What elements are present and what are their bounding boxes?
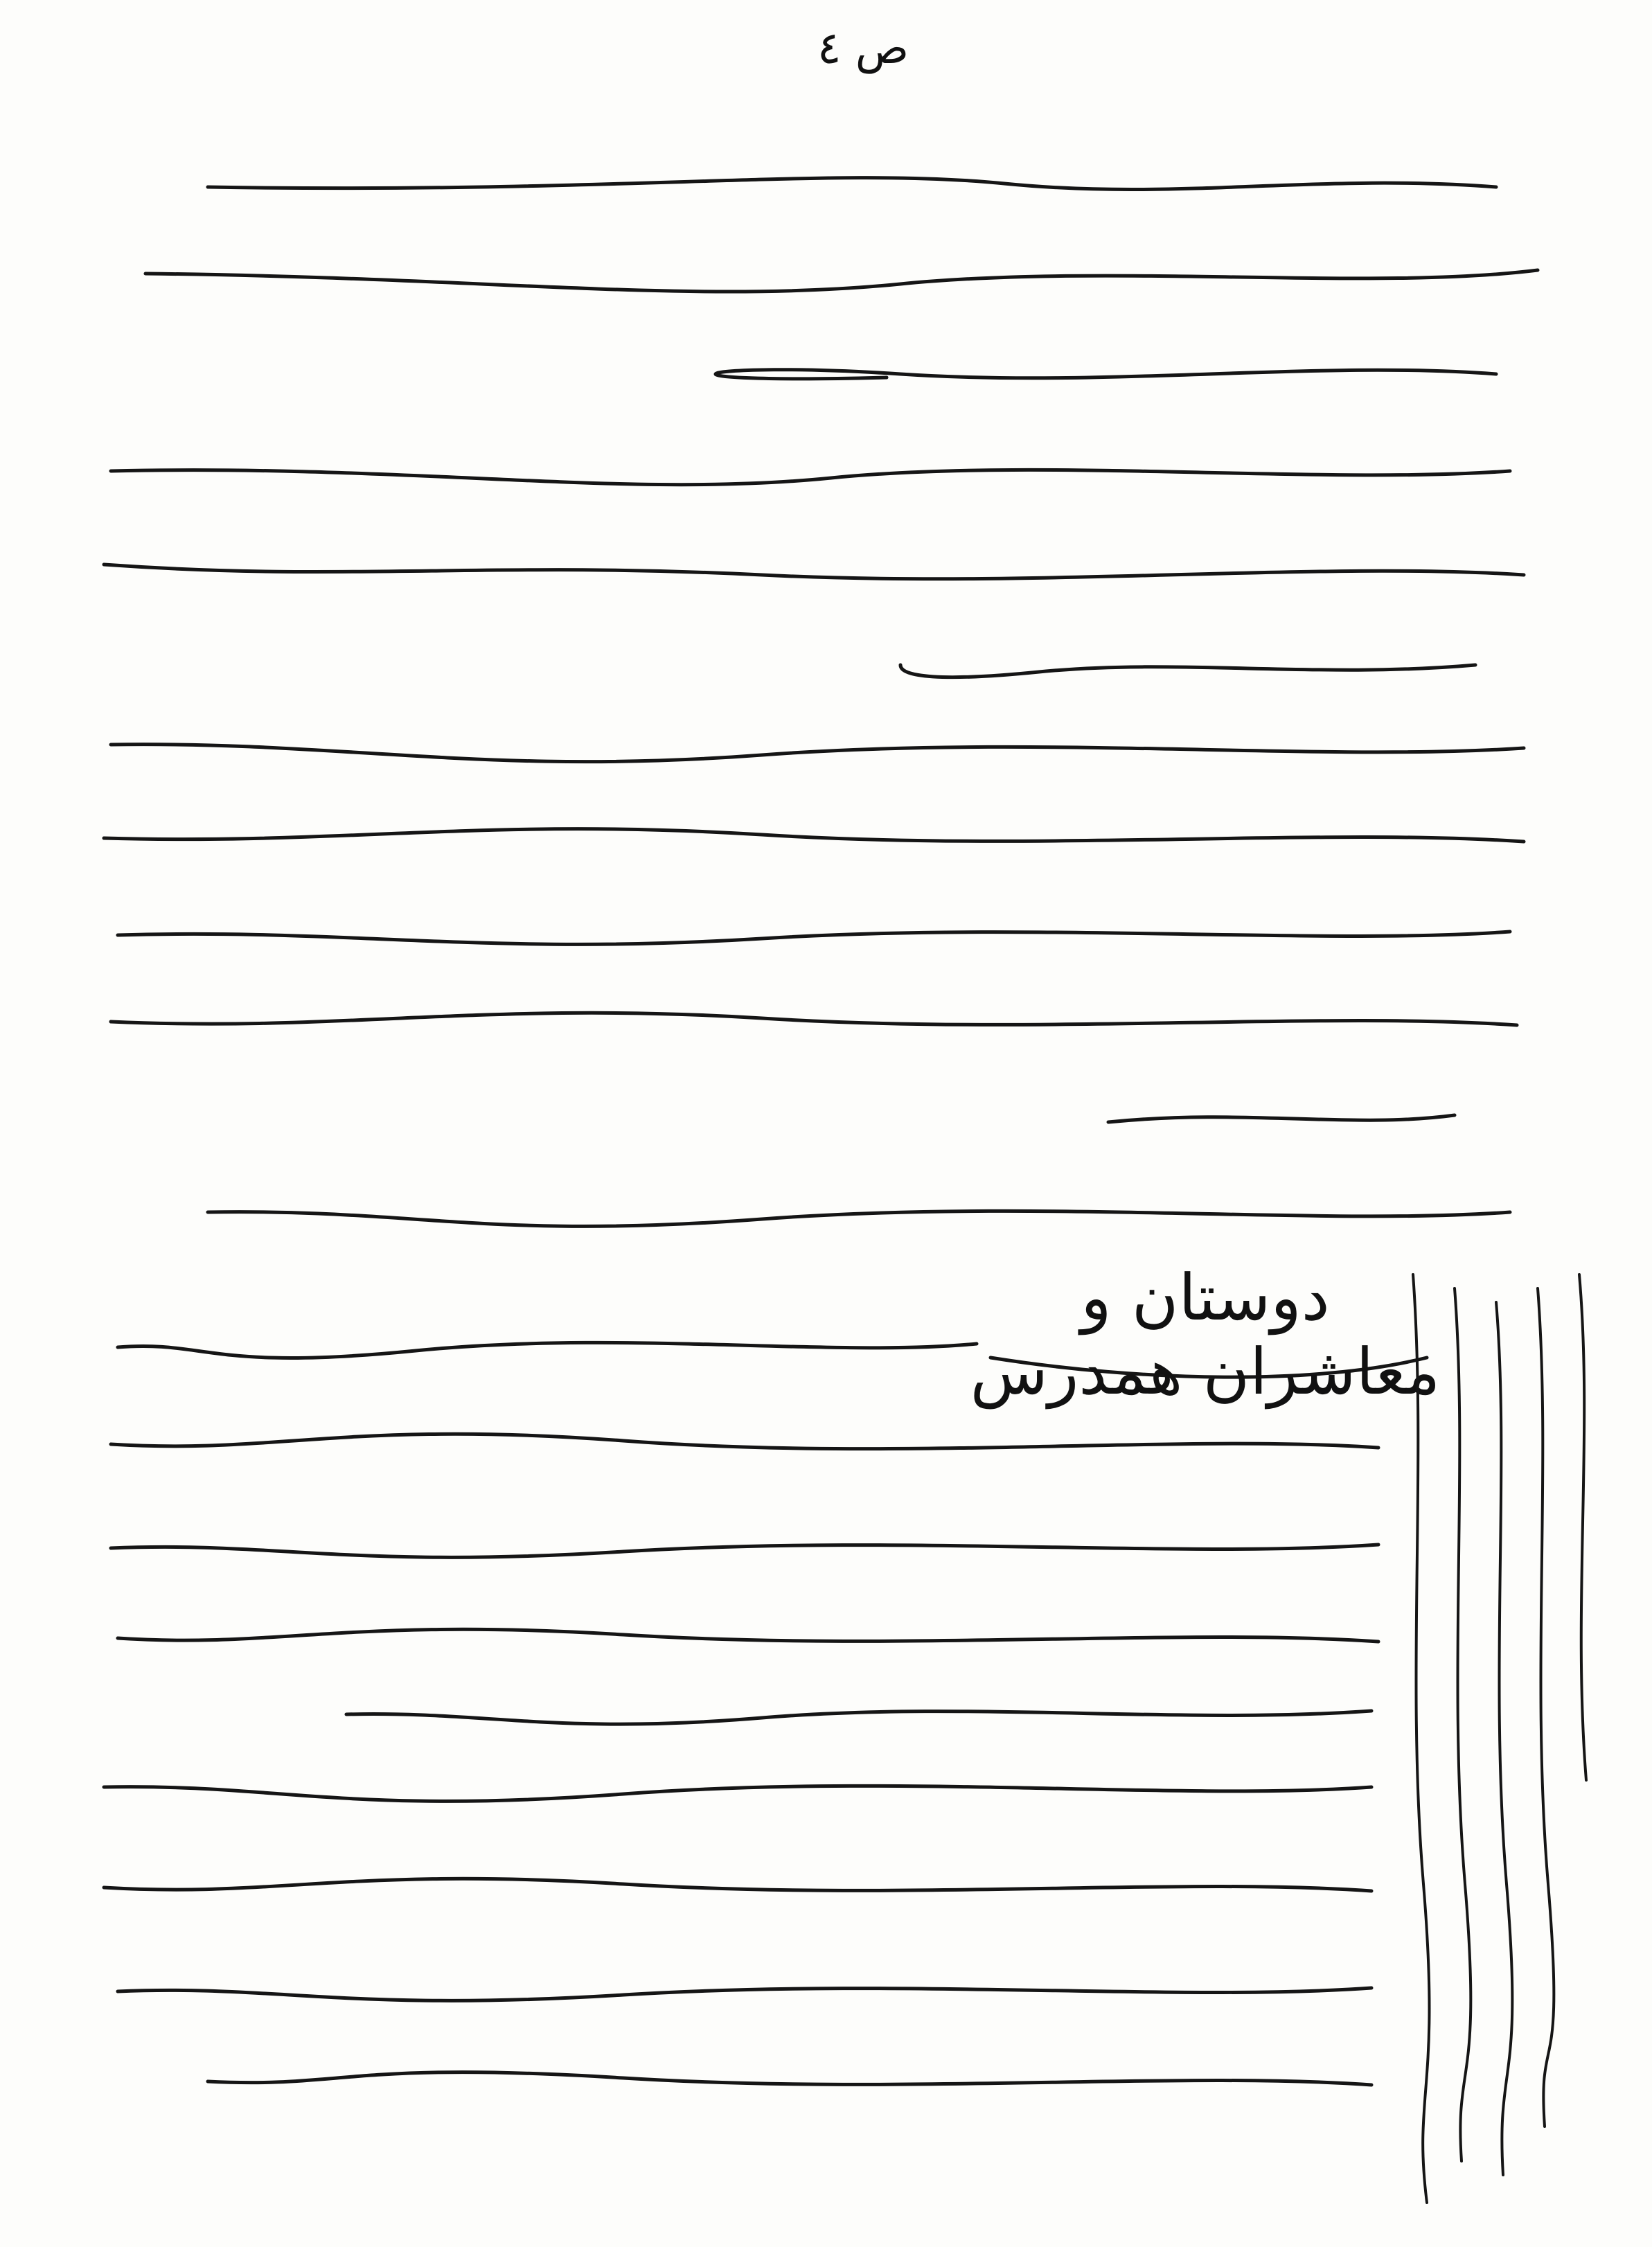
handwritten-line: [104, 565, 1524, 579]
handwritten-line: [716, 370, 1496, 379]
handwritten-line: [346, 1711, 1371, 1724]
handwritten-line: [118, 1342, 977, 1358]
margin-handwritten-line: [1496, 1302, 1512, 2175]
handwritten-line: [118, 1629, 1378, 1642]
handwritten-line: [118, 1988, 1371, 2000]
handwritten-line: [104, 1879, 1371, 1891]
handwritten-line: [900, 665, 1475, 677]
handwritten-line: [208, 1211, 1510, 1226]
section-heading: دوستان و معاشران همدرس: [970, 1261, 1441, 1409]
margin-note-strokes: [1385, 1261, 1607, 2217]
handwritten-line: [111, 1013, 1517, 1025]
handwritten-line: [1108, 1115, 1455, 1122]
margin-handwritten-line: [1455, 1288, 1471, 2161]
handwritten-line: [104, 829, 1524, 842]
margin-handwritten-line: [1413, 1275, 1430, 2203]
handwritten-line: [111, 1434, 1378, 1448]
page-number: ص ٤: [817, 23, 909, 74]
handwritten-line: [111, 745, 1524, 762]
handwritten-line: [208, 2072, 1371, 2085]
margin-handwritten-line: [1579, 1275, 1586, 1780]
handwritten-line: [145, 270, 1538, 292]
margin-handwritten-line: [1538, 1288, 1554, 2126]
margin-note: [1385, 1261, 1607, 2217]
handwritten-line: [111, 1545, 1378, 1557]
handwritten-line: [104, 1786, 1371, 1801]
handwritten-line: [208, 178, 1496, 190]
handwritten-line: [111, 470, 1510, 484]
handwritten-line: [118, 932, 1510, 944]
